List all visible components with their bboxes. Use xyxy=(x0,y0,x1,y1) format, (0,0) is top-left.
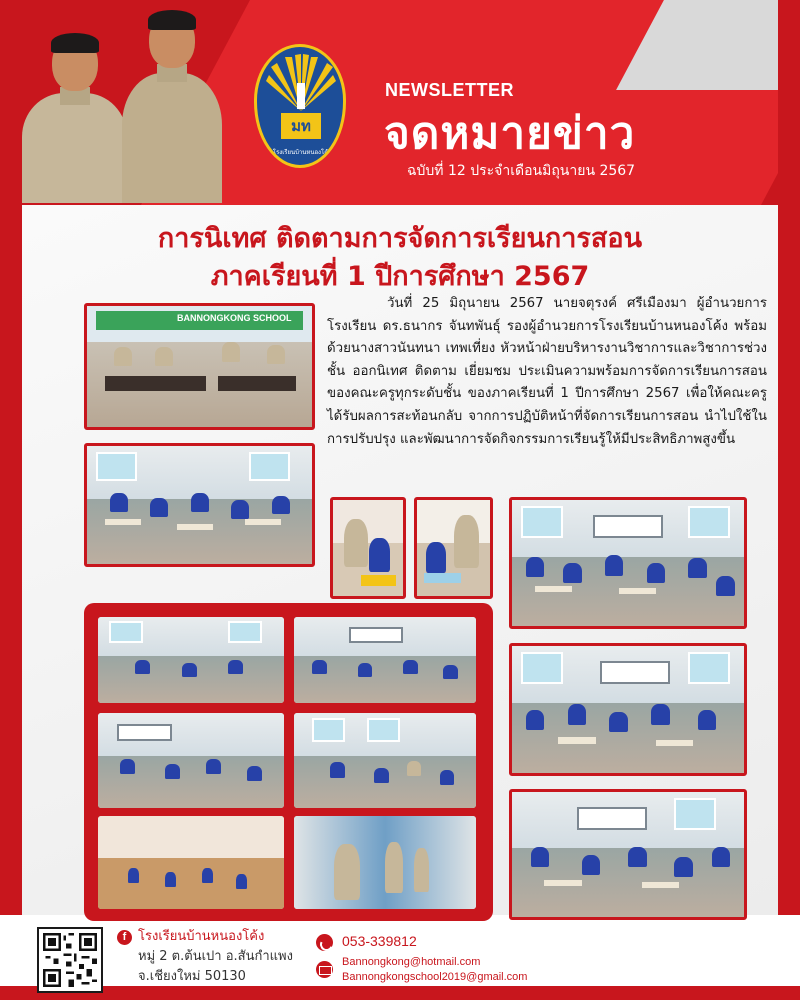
logo-initials: มท xyxy=(281,113,321,139)
photo-meeting xyxy=(84,303,315,430)
collage-photo-3 xyxy=(98,713,284,808)
collage-photo-1 xyxy=(98,617,284,703)
headline-line-2: ภาคเรียนที่ 1 ปีการศึกษา 2567 xyxy=(210,261,590,292)
deputy-director-photo xyxy=(122,12,222,203)
sun-rays-icon xyxy=(265,53,337,113)
collage-photo-5 xyxy=(98,816,284,909)
article-body: วันที่ 25 มิถุนายน 2567 นายจตุรงค์ ศรีเมืองมา ผู้อำนวยการโรงเรียน ดร.ธนากร จันทพันธุ์ รองผู้อำนวยการโรงเรียนบ้านหนองโค้ง พร้อมด้วยนางสาวนันทนา เทพเที่ยง หัวหน้าฝ่ายบริหารงานวิชาการและวิชาการช่วงชั้น ออกนิเทศ ติดตาม เยี่ยมชม ประเมินความพร้อมการจัดการเรียนการสอนของคณะครูทุกระดับชั้น ของภาคเรียนที่ 1 ปีการศึกษา 2567 เพื่อให้คณะครู ได้รับผลการสะท้อนกลับ จากการปฏิบัติหน้าที่จัดการเรียนการสอน นำไปใช้ในการปรับปรุง และพัฒนาการจัดกิจกรรมการเรียนรู้ให้มีประสิทธิภาพสูงขึ้น xyxy=(327,296,767,447)
email-addresses xyxy=(342,955,527,985)
issue-subtitle: ฉบับที่ 12 ประจำเดือนมิถุนายน 2567 xyxy=(407,163,636,179)
director-photo xyxy=(22,35,127,203)
photo-classroom-1 xyxy=(84,443,315,567)
collage-photo-4 xyxy=(294,713,476,808)
article-headline xyxy=(40,220,760,296)
photo-teacher-student-2 xyxy=(414,497,493,599)
address-line-1: หมู่ 2 ต.ต้นเปา อ.สันกำแพง xyxy=(138,949,293,964)
email-link-1[interactable]: Bannongkong@hotmail.com xyxy=(342,956,481,968)
qr-code-icon xyxy=(43,933,97,987)
qr-code[interactable] xyxy=(37,927,103,993)
collage-photo-6 xyxy=(294,816,476,909)
phone-icon xyxy=(316,934,333,951)
photo-teacher-student-1 xyxy=(330,497,406,599)
collage-photo-2 xyxy=(294,617,476,703)
photo-classroom-4 xyxy=(509,789,747,920)
right-frame xyxy=(778,0,800,1000)
headline-line-1: การนิเทศ ติดตามการจัดการเรียนการสอน xyxy=(157,223,643,254)
newsletter-label: NEWSLETTER xyxy=(385,80,514,100)
photo-banner-text: BANNONGKONG SCHOOL xyxy=(177,313,292,324)
photo-collage xyxy=(84,603,493,921)
facebook-icon[interactable]: f xyxy=(117,930,132,945)
footer-accent xyxy=(0,986,800,1000)
photo-classroom-2 xyxy=(509,497,747,629)
school-address xyxy=(138,927,293,987)
school-logo xyxy=(254,44,346,168)
school-name[interactable]: โรงเรียนบ้านหนองโค้ง xyxy=(138,929,265,944)
email-icon xyxy=(316,961,333,978)
newsletter-title: จดหมายข่าว xyxy=(384,108,636,159)
address-line-2: จ.เชียงใหม่ 50130 xyxy=(138,969,246,984)
email-link-2[interactable]: Bannongkongschool2019@gmail.com xyxy=(342,971,528,983)
photo-classroom-3 xyxy=(509,643,747,776)
left-frame xyxy=(0,0,22,1000)
phone-number[interactable]: 053-339812 xyxy=(342,933,417,949)
logo-ring-text: โรงเรียนบ้านหนองโค้ง xyxy=(272,149,332,156)
